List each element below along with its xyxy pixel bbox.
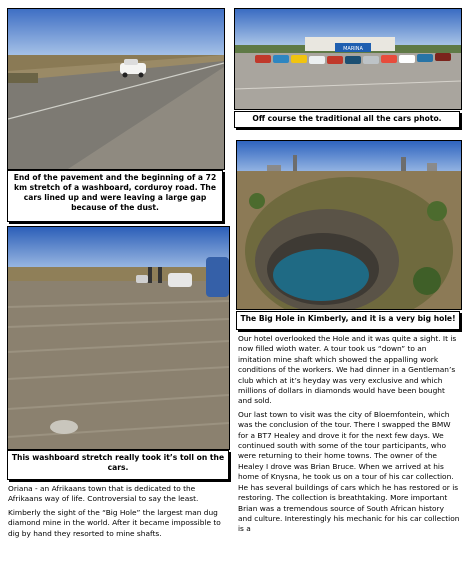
caption-big-hole (236, 311, 460, 330)
article-left-column (8, 484, 230, 542)
caption-cars-photo-text: Off course the traditional all the cars photo. (252, 114, 442, 123)
paragraph-kimberly: Kimberly the sight of the “Big Hole” the largest man dug diamond mine in the world. After it became impossible to dig by hand they resorted to mine shafts. (8, 507, 221, 538)
caption-washboard-text: This washboard stretch really took it’s toll on the cars. (11, 453, 225, 472)
caption-pavement-end (7, 170, 223, 222)
cars-image (235, 9, 461, 109)
photo-washboard-road (7, 226, 230, 450)
paragraph-oriana: Oriana - an Afrikaans town that is dedicated to the Afrikaans way of life. Controversial to say the least. (8, 484, 199, 504)
article-right-column (238, 334, 460, 538)
caption-pavement-end-text: End of the pavement and the beginning of a 72 km stretch of a washboard, corduroy road. The cars lined up and were leaving a large gap because of the dust. (13, 173, 217, 212)
road-image (8, 9, 224, 169)
photo-cars-lineup (234, 8, 462, 110)
big-hole-image (237, 141, 461, 309)
sign-text: MARINA (343, 46, 363, 52)
caption-cars-photo (234, 111, 460, 128)
paragraph-hotel: Our hotel overlooked the Hole and it was quite a sight. It is now filled wioth water. A tour took us “down” to an imitation mine shaft which showed the appalling work conditions of the workers. We had dinner in a Gentleman’s club which at it’s heyday was very exclusive and which millions of dollars in diamonds would have been bought and sold. (238, 334, 457, 406)
caption-big-hole-text: The Big Hole in Kimberly, and it is a very big hole! (240, 314, 456, 323)
washboard-image (8, 227, 229, 449)
photo-pavement-road (7, 8, 225, 170)
paragraph-bloemfontein: Our last town to visit was the city of Bloemfontein, which was the conclusion of the tour. There I swapped the BMW for a BT7 Healey and drove it for the next few days. We continued south with some of the tour participants, who were returning to their home towns. The owner of the Healey I drove was Brian Bruce. When we arrived at his home of Knysna, he took us on a tour of his car collection. He has several buildings of cars which he has restored or is restoring. The collection is breathtaking. More important Brian was a tremendous source of South African history and culture. Interestingly his mechanic for his car collection is a (238, 409, 460, 534)
photo-big-hole (236, 140, 462, 310)
caption-washboard (7, 450, 229, 480)
